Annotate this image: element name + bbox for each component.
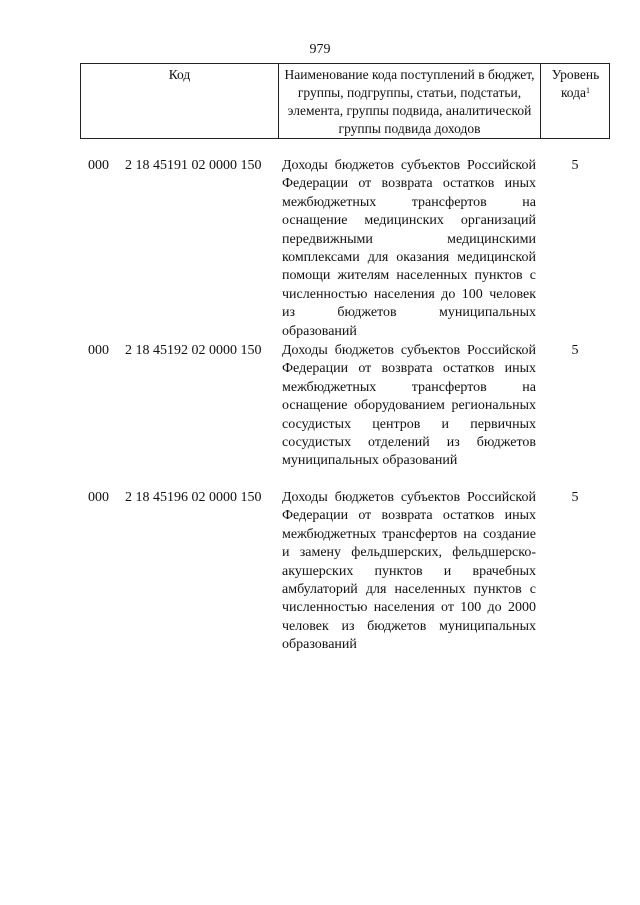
admin-code: 000 [88,490,109,505]
code-level: 5 [571,158,579,173]
code-level: 5 [571,343,579,358]
header-code-cell: Код [81,64,279,138]
admin-code: 000 [88,158,109,173]
revenue-code: 2 18 45191 02 0000 150 [125,158,262,173]
header-name-cell: Наименование кода поступлений в бюджет, группы, подгруппы, статьи, подстатьи, элемента, группы подвида, аналитической группы подвида доходов [279,64,541,138]
revenue-name: Доходы бюджетов субъектов Российской Федерации от возврата остатков иных межбюджетных трансфертов на создание и замену фельдшерских, фельдшерско-акушерских пунктов и врачебных амбулаторий для населенных пунктов с численностью населения от 100 до 2000 человек из бюджетов муниципальных образований [282,490,536,653]
revenue-code: 2 18 45192 02 0000 150 [125,343,262,358]
admin-code: 000 [88,343,109,358]
table-header [80,63,610,139]
revenue-name: Доходы бюджетов субъектов Российской Федерации от возврата остатков иных межбюджетных трансфертов на оснащение оборудованием региональных сосудистых центров и первичных сосудистых отделений из бюджетов муниципальных образований [282,343,536,469]
revenue-code: 2 18 45196 02 0000 150 [125,490,262,505]
revenue-name: Доходы бюджетов субъектов Российской Федерации от возврата остатков иных межбюджетных трансфертов на оснащение медицинских организаций передвижными медицинскими комплексами для оказания медицинской помощи жителям населенных пунктов с численностью населения до 100 человек из бюджетов муниципальных образований [282,158,536,339]
page-number: 979 [309,42,331,57]
code-level: 5 [571,490,579,505]
header-level-cell [541,64,610,138]
footnote-marker: 1 [586,86,591,95]
header-level-label: Уровень кода [551,67,600,100]
